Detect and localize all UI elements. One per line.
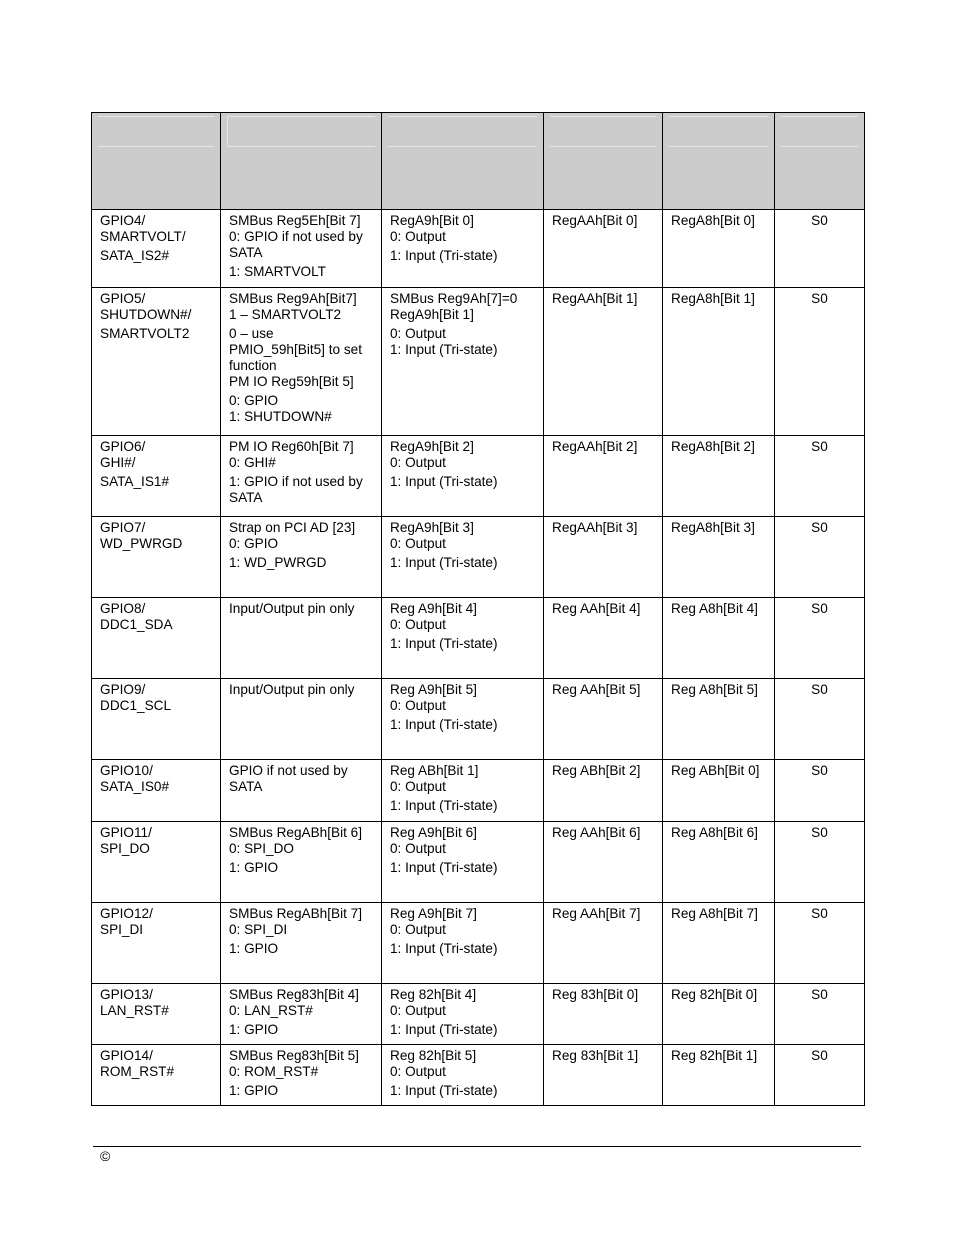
cell-line: PM IO Reg60h[Bit 7] [229,439,354,454]
cell-line: SPI_DI [100,922,144,937]
input-register-cell: Reg AAh[Bit 6] [544,822,663,903]
cell-line: 0: Output [390,841,446,856]
output-register-cell: Reg 82h[Bit 1] [663,1045,775,1106]
table-row [92,288,865,436]
cell-line: LAN_RST# [100,1003,169,1018]
cell-line: SMARTVOLT2 [100,326,190,341]
cell-line: 0: Output [390,698,446,713]
footer-divider [93,1146,861,1147]
cell-line: GPIO if not used by SATA [229,763,348,794]
pin-cell [92,822,221,903]
cell-line: GPIO5/ [100,291,146,306]
output-register-cell: RegA8h[Bit 1] [663,288,775,436]
cell-line: GPIO11/ [100,825,152,840]
cell-line: 0: Output [390,1064,446,1079]
cell-line: SMBus RegABh[Bit 7] [229,906,362,921]
cell-line: 0: GPIO [229,393,279,408]
cell-line: 0: GPIO [229,536,279,551]
function-cell [221,903,382,984]
power-domain-cell: S0 [775,903,865,984]
header-cell-function [221,113,382,210]
pin-cell [92,598,221,679]
table-body [92,210,865,1106]
copyright-symbol: © [100,1148,111,1164]
cell-line: 0: Output [390,455,446,470]
output-register-cell: Reg A8h[Bit 5] [663,679,775,760]
cell-line: GPIO10/ [100,763,153,778]
cell-line: Reg 82h[Bit 4] [390,987,477,1002]
cell-line: Strap on PCI AD [23] [229,520,356,535]
cell-line: 1: SMARTVOLT [229,264,326,279]
direction-cell [382,760,544,822]
cell-line: DDC1_SCL [100,698,172,713]
cell-line: 1: Input (Tri-state) [390,798,498,813]
direction-cell [382,288,544,436]
cell-line: PM IO Reg59h[Bit 5] [229,374,354,389]
table-row [92,760,865,822]
cell-line: RegA9h[Bit 2] [390,439,474,454]
cell-line: SPI_DO [100,841,150,856]
output-register-cell: Reg ABh[Bit 0] [663,760,775,822]
output-register-cell: RegA8h[Bit 3] [663,517,775,598]
cell-line: ROM_RST# [100,1064,175,1079]
cell-line: 0: SPI_DI [229,922,288,937]
pin-cell [92,436,221,517]
function-cell [221,517,382,598]
pin-cell [92,903,221,984]
cell-line: 0: Output [390,229,446,244]
function-cell [221,598,382,679]
table-row [92,598,865,679]
function-cell [221,984,382,1045]
header-cell-power [775,113,865,210]
table-row [92,679,865,760]
header-cell-output-reg [663,113,775,210]
cell-line: 0: Output [390,326,446,341]
cell-line: 1: Input (Tri-state) [390,1022,498,1037]
direction-cell [382,822,544,903]
direction-cell [382,984,544,1045]
cell-line: SMBus Reg83h[Bit 4] [229,987,359,1002]
cell-line: GPIO13/ [100,987,153,1002]
cell-line: Reg A9h[Bit 6] [390,825,477,840]
pin-cell [92,984,221,1045]
pin-cell [92,288,221,436]
direction-cell [382,436,544,517]
function-cell [221,679,382,760]
table-row [92,436,865,517]
cell-line: GPIO4/ [100,213,146,228]
input-register-cell: RegAAh[Bit 2] [544,436,663,517]
cell-line: 0: Output [390,1003,446,1018]
cell-line: 1: SHUTDOWN# [229,409,332,424]
cell-line: 0: GPIO if not used by SATA [229,229,363,260]
table-header-row [92,113,865,210]
function-cell [221,210,382,288]
input-register-cell: Reg 83h[Bit 1] [544,1045,663,1106]
table-row [92,984,865,1045]
direction-cell [382,517,544,598]
cell-line: 0: ROM_RST# [229,1064,319,1079]
cell-line: 1: Input (Tri-state) [390,717,498,732]
cell-line: 1: Input (Tri-state) [390,248,498,263]
cell-line: Input/Output pin only [229,682,355,697]
power-domain-cell: S0 [775,517,865,598]
input-register-cell: RegAAh[Bit 0] [544,210,663,288]
cell-line: 1: GPIO [229,941,279,956]
direction-cell [382,679,544,760]
cell-line: SMBus Reg9Ah[7]=0 [390,291,518,306]
input-register-cell: RegAAh[Bit 1] [544,288,663,436]
cell-line: 1: Input (Tri-state) [390,941,498,956]
direction-cell [382,210,544,288]
power-domain-cell: S0 [775,598,865,679]
cell-line: 1 – SMARTVOLT2 [229,307,342,322]
cell-line: Reg A9h[Bit 4] [390,601,477,616]
input-register-cell: RegAAh[Bit 3] [544,517,663,598]
input-register-cell: Reg AAh[Bit 7] [544,903,663,984]
cell-line: SMBus Reg83h[Bit 5] [229,1048,359,1063]
input-register-cell: Reg ABh[Bit 2] [544,760,663,822]
cell-line: RegA9h[Bit 1] [390,307,474,322]
cell-line: GPIO7/ [100,520,146,535]
power-domain-cell: S0 [775,288,865,436]
cell-line: 1: GPIO [229,1022,279,1037]
function-cell [221,822,382,903]
output-register-cell: Reg A8h[Bit 4] [663,598,775,679]
cell-line: 0: SPI_DO [229,841,294,856]
input-register-cell: Reg AAh[Bit 5] [544,679,663,760]
cell-line: 0: GHI# [229,455,276,470]
cell-line: SMBus RegABh[Bit 6] [229,825,362,840]
function-cell [221,288,382,436]
pin-cell [92,517,221,598]
output-register-cell: Reg A8h[Bit 7] [663,903,775,984]
table-row [92,210,865,288]
direction-cell [382,598,544,679]
cell-line: GPIO14/ [100,1048,153,1063]
cell-line: SMBus Reg5Eh[Bit 7] [229,213,361,228]
power-domain-cell: S0 [775,984,865,1045]
cell-line: SHUTDOWN#/ [100,307,192,322]
header-cell-direction [382,113,544,210]
cell-line: 1: Input (Tri-state) [390,474,498,489]
table-row [92,1045,865,1106]
pin-cell [92,679,221,760]
cell-line: RegA9h[Bit 0] [390,213,474,228]
cell-line: SATA_IS0# [100,779,170,794]
cell-line: Reg ABh[Bit 1] [390,763,479,778]
cell-line: SATA_IS1# [100,474,170,489]
cell-line: DDC1_SDA [100,617,173,632]
output-register-cell: RegA8h[Bit 2] [663,436,775,517]
cell-line: Reg A9h[Bit 5] [390,682,477,697]
cell-line: 1: Input (Tri-state) [390,1083,498,1098]
cell-line: GPIO8/ [100,601,146,616]
function-cell [221,436,382,517]
cell-line: 1: Input (Tri-state) [390,860,498,875]
cell-line: 1: Input (Tri-state) [390,636,498,651]
power-domain-cell: S0 [775,436,865,517]
cell-line: 0: Output [390,779,446,794]
cell-line: SMARTVOLT/ [100,229,186,244]
cell-line: Input/Output pin only [229,601,355,616]
cell-line: GPIO6/ [100,439,146,454]
function-cell [221,1045,382,1106]
cell-line: SMBus Reg9Ah[Bit7] [229,291,357,306]
cell-line: GPIO12/ [100,906,153,921]
power-domain-cell: S0 [775,679,865,760]
direction-cell [382,1045,544,1106]
power-domain-cell: S0 [775,822,865,903]
header-cell-input-reg [544,113,663,210]
cell-line: 0: Output [390,617,446,632]
output-register-cell: Reg 82h[Bit 0] [663,984,775,1045]
cell-line: 1: Input (Tri-state) [390,342,498,357]
cell-line: GPIO9/ [100,682,146,697]
cell-line: Reg 82h[Bit 5] [390,1048,477,1063]
output-register-cell: Reg A8h[Bit 6] [663,822,775,903]
function-cell [221,760,382,822]
cell-line: 1: GPIO if not used by SATA [229,474,363,505]
table-row [92,903,865,984]
cell-line: RegA9h[Bit 3] [390,520,474,535]
input-register-cell: Reg AAh[Bit 4] [544,598,663,679]
power-domain-cell: S0 [775,210,865,288]
cell-line: 0: LAN_RST# [229,1003,313,1018]
input-register-cell: Reg 83h[Bit 0] [544,984,663,1045]
cell-line: WD_PWRGD [100,536,183,551]
cell-line: 0 – use PMIO_59h[Bit5] to set function [229,326,362,373]
direction-cell [382,903,544,984]
pin-cell [92,210,221,288]
cell-line: 1: GPIO [229,1083,279,1098]
gpio-table [91,112,865,1106]
power-domain-cell: S0 [775,1045,865,1106]
cell-line: 1: Input (Tri-state) [390,555,498,570]
cell-line: 0: Output [390,922,446,937]
cell-line: Reg A9h[Bit 7] [390,906,477,921]
header-cell-pin [92,113,221,210]
pin-cell [92,1045,221,1106]
output-register-cell: RegA8h[Bit 0] [663,210,775,288]
cell-line: 1: WD_PWRGD [229,555,327,570]
cell-line: 1: GPIO [229,860,279,875]
power-domain-cell: S0 [775,760,865,822]
cell-line: 0: Output [390,536,446,551]
table-row [92,822,865,903]
table-row [92,517,865,598]
cell-line: GHI#/ [100,455,136,470]
cell-line: SATA_IS2# [100,248,170,263]
pin-cell [92,760,221,822]
